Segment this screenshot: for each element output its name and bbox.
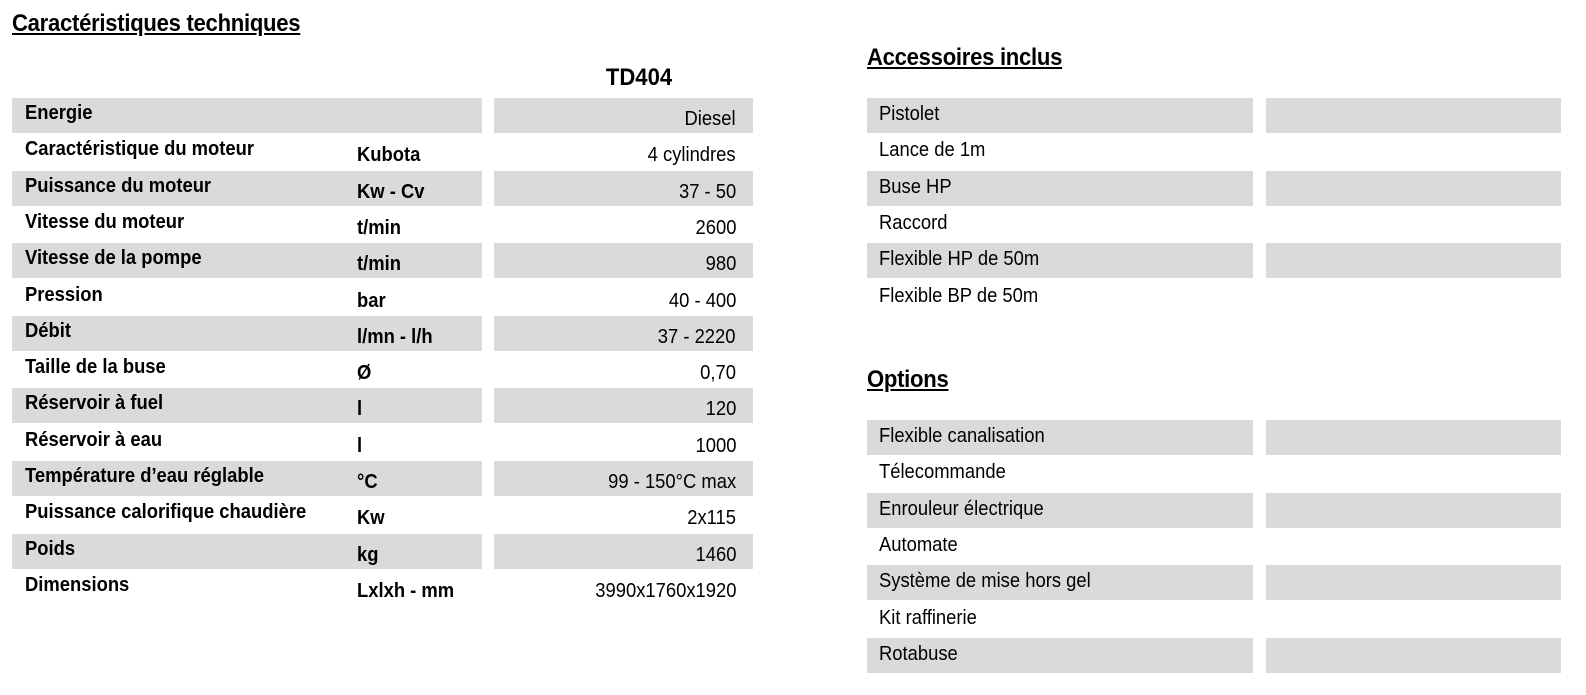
spec-label: Poids — [25, 537, 76, 560]
spec-unit: t/min — [357, 253, 401, 276]
list-item — [867, 456, 1561, 491]
list-item-label: Enrouleur électrique — [879, 497, 1044, 520]
spec-value: 99 - 150°C max — [607, 471, 736, 493]
spec-unit: l — [357, 434, 363, 457]
list-item — [867, 565, 1561, 600]
spec-unit: Kw — [357, 507, 385, 530]
spec-row — [12, 388, 753, 423]
spec-value: 37 - 2220 — [658, 325, 736, 348]
list-item — [867, 638, 1561, 673]
spec-row — [12, 461, 753, 496]
row-background — [1266, 493, 1561, 528]
list-item-label: Pistolet — [879, 103, 940, 125]
spec-value: 3990x1760x1920 — [594, 579, 736, 602]
spec-label: Energie — [25, 102, 93, 124]
spec-value: 980 — [705, 253, 736, 276]
spec-label: Réservoir à fuel — [25, 392, 164, 415]
list-item-label: Flexible HP de 50m — [879, 248, 1040, 271]
list-item-label: Buse HP — [879, 175, 952, 198]
accessories-title: Accessoires inclus — [867, 44, 1063, 71]
spec-unit: Kw - Cv — [357, 180, 425, 203]
spec-row — [12, 570, 753, 605]
options-title: Options — [867, 366, 949, 393]
list-item-label: Système de mise hors gel — [879, 570, 1091, 593]
row-background — [1266, 456, 1561, 491]
list-item-label: Raccord — [879, 211, 948, 234]
spec-value: 120 — [705, 398, 736, 421]
list-item-label: Flexible BP de 50m — [879, 284, 1039, 307]
list-item-label: Lance de 1m — [879, 139, 986, 162]
spec-row — [12, 280, 753, 315]
page-title: Caractéristiques techniques — [12, 10, 301, 37]
spec-row — [12, 497, 753, 532]
row-background — [1266, 529, 1561, 564]
spec-unit: kg — [357, 543, 379, 566]
spec-value: 0,70 — [700, 362, 736, 385]
spec-unit: bar — [357, 289, 386, 312]
list-item — [867, 171, 1561, 206]
list-item-label: Kit raffinerie — [879, 606, 977, 629]
spec-row — [12, 352, 753, 387]
spec-value: 37 - 50 — [678, 180, 736, 203]
spec-label: Vitesse de la pompe — [25, 247, 202, 270]
row-background — [1266, 280, 1561, 315]
row-background — [1266, 638, 1561, 673]
spec-label: Caractéristique du moteur — [25, 138, 255, 161]
spec-row — [12, 134, 753, 169]
row-background — [1266, 98, 1561, 133]
spec-row — [12, 316, 753, 351]
spec-value: 1460 — [695, 543, 736, 566]
list-item-label: Automate — [879, 533, 958, 556]
row-background — [1266, 207, 1561, 242]
row-background — [1266, 243, 1561, 278]
list-item — [867, 493, 1561, 528]
spec-row — [12, 425, 753, 460]
spec-value: 1000 — [695, 434, 736, 457]
spec-row — [12, 207, 753, 242]
list-item — [867, 134, 1561, 169]
spec-unit: Kubota — [357, 144, 421, 167]
spec-label: Puissance du moteur — [25, 174, 212, 197]
list-item — [867, 420, 1561, 455]
model-name: TD404 — [605, 64, 673, 91]
spec-row — [12, 534, 753, 569]
spec-label: Réservoir à eau — [25, 428, 163, 451]
spec-unit: l — [357, 398, 363, 421]
list-item — [867, 98, 1561, 133]
spec-value: 2600 — [695, 216, 736, 239]
spec-value: 2x115 — [687, 507, 736, 530]
spec-unit: °C — [357, 471, 378, 493]
spec-label: Vitesse du moteur — [25, 210, 185, 233]
spec-unit: Lxlxh - mm — [357, 579, 455, 602]
row-background — [1266, 602, 1561, 637]
spec-row — [12, 98, 753, 133]
list-item — [867, 529, 1561, 564]
spec-label: Dimensions — [25, 573, 130, 596]
spec-label: Puissance calorifique chaudière — [25, 501, 307, 524]
spec-label: Pression — [25, 283, 103, 306]
spec-unit: t/min — [357, 216, 401, 239]
row-background — [12, 534, 482, 569]
spec-unit: Ø — [357, 362, 372, 385]
list-item — [867, 207, 1561, 242]
spec-row — [12, 171, 753, 206]
list-item-label: Rotabuse — [879, 642, 958, 665]
spec-label: Taille de la buse — [25, 356, 166, 379]
spec-value: Diesel — [684, 108, 736, 130]
list-item-label: Télecommande — [879, 461, 1006, 484]
row-background — [1266, 134, 1561, 169]
list-item — [867, 243, 1561, 278]
list-item — [867, 280, 1561, 315]
spec-label: Température d’eau réglable — [25, 465, 264, 487]
spec-value: 40 - 400 — [668, 289, 736, 312]
row-background — [1266, 171, 1561, 206]
row-background — [1266, 565, 1561, 600]
row-background — [1266, 420, 1561, 455]
spec-value: 4 cylindres — [648, 144, 736, 167]
list-item — [867, 602, 1561, 637]
spec-row — [12, 243, 753, 278]
spec-unit: l/mn - l/h — [357, 325, 433, 348]
list-item-label: Flexible canalisation — [879, 425, 1045, 447]
spec-label: Débit — [25, 319, 71, 342]
